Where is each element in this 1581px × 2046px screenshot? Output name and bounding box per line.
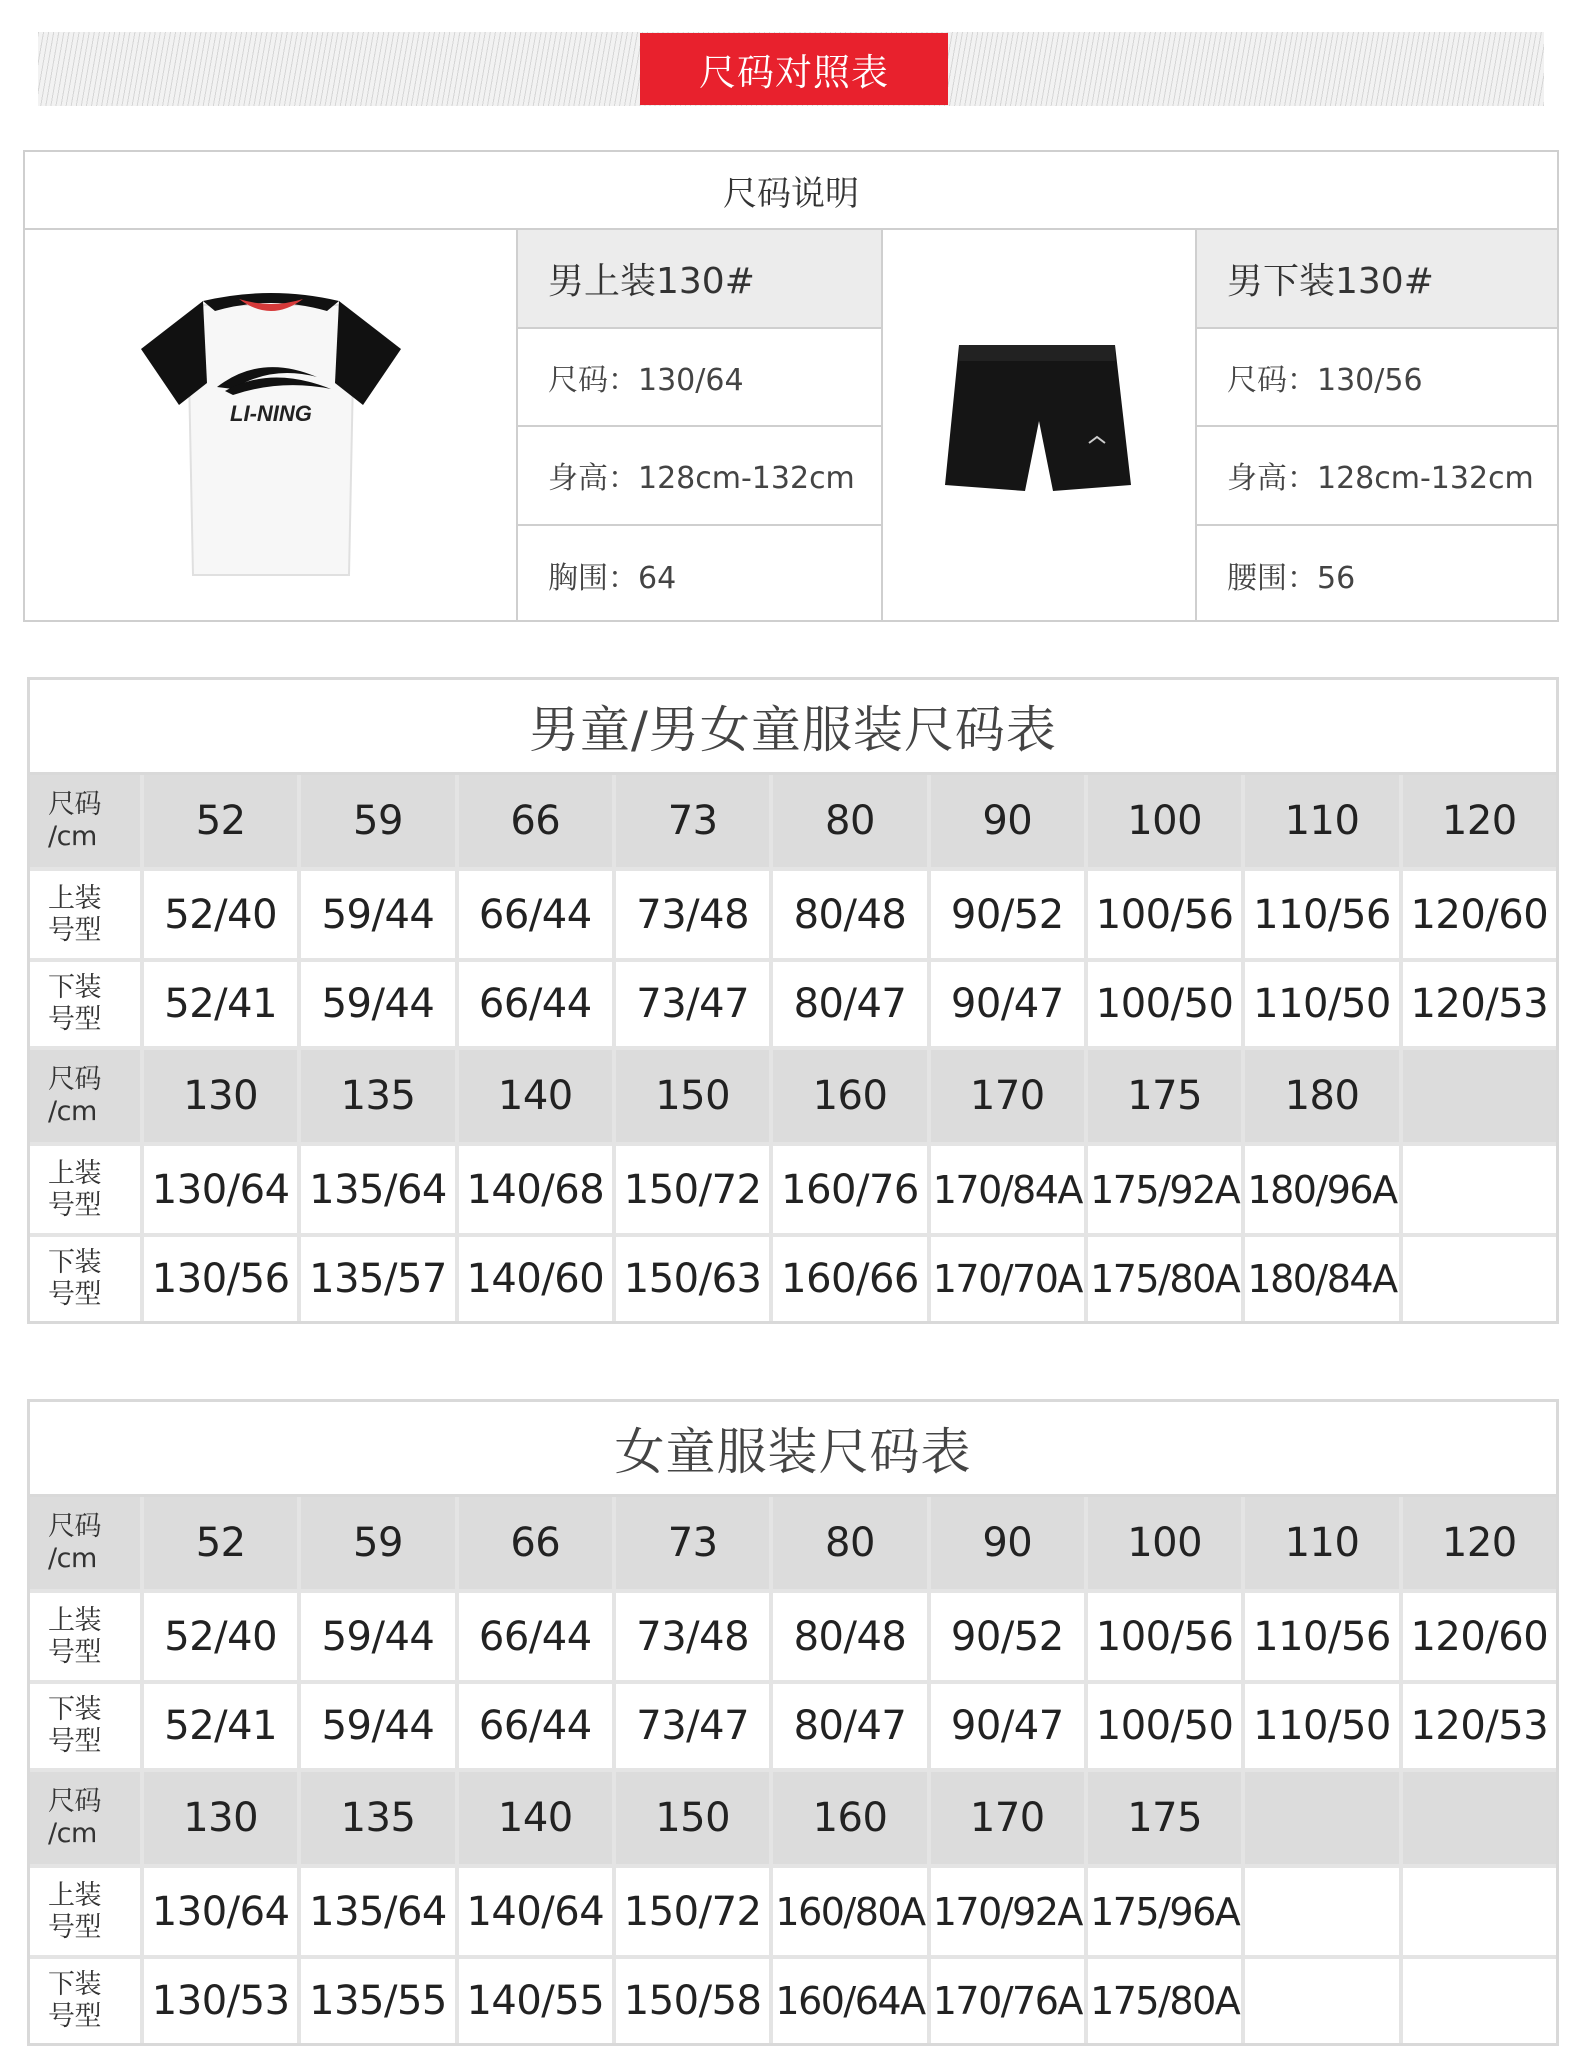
top-cell: 130/64 — [144, 1146, 297, 1233]
top-row-label: 上装 号型 — [30, 1146, 140, 1233]
bottom-row-label: 下装 号型 — [30, 1237, 140, 1321]
size-cell: 130 — [144, 1050, 297, 1142]
size-cell: 170 — [931, 1772, 1084, 1864]
size-cell: 150 — [616, 1050, 769, 1142]
tshirt-image-cell — [25, 230, 518, 620]
size-grid — [30, 1497, 1556, 2043]
size-cell — [1245, 1772, 1398, 1864]
top-cell: 100/56 — [1088, 1593, 1241, 1680]
bottom-cell: 59/44 — [301, 962, 454, 1046]
bottom-cell: 150/58 — [616, 1959, 769, 2043]
size-cell: 180 — [1245, 1050, 1398, 1142]
bottom-cell: 80/47 — [773, 1684, 926, 1768]
bottom-row-label: 下装 号型 — [30, 1684, 140, 1768]
top-cell: 120/60 — [1403, 1593, 1556, 1680]
table-title: 男童/男女童服装尺码表 — [30, 680, 1556, 775]
top-cell: 150/72 — [616, 1146, 769, 1233]
bottom-info-waist: 腰围：56 — [1227, 560, 1356, 596]
size-cell: 59 — [301, 1497, 454, 1589]
size-cell: 100 — [1088, 1497, 1241, 1589]
top-info-title: 男上装130# — [518, 230, 881, 329]
top-cell — [1245, 1868, 1398, 1955]
bottom-info-column — [1197, 230, 1557, 620]
top-cell: 170/84A — [931, 1146, 1084, 1233]
bottom-cell: 175/80A — [1088, 1959, 1241, 2043]
bottom-info-title: 男下装130# — [1197, 230, 1557, 329]
bottom-cell: 120/53 — [1403, 962, 1556, 1046]
top-cell — [1403, 1146, 1556, 1233]
size-cell — [1403, 1772, 1556, 1864]
boys-size-table — [27, 677, 1559, 1324]
size-row-label: 尺码 /cm — [30, 775, 140, 867]
size-cell: 110 — [1245, 775, 1398, 867]
bottom-cell: 180/84A — [1245, 1237, 1398, 1321]
size-row-label: 尺码 /cm — [30, 1050, 140, 1142]
bottom-cell: 52/41 — [144, 962, 297, 1046]
shorts-image-cell — [883, 230, 1197, 620]
bottom-cell: 170/76A — [931, 1959, 1084, 2043]
size-cell: 120 — [1403, 1497, 1556, 1589]
bottom-info-size: 尺码：130/56 — [1197, 329, 1557, 428]
tshirt-image — [121, 265, 421, 585]
explanation-header: 尺码说明 — [25, 152, 1557, 230]
top-cell: 52/40 — [144, 871, 297, 958]
size-cell: 120 — [1403, 775, 1556, 867]
size-cell: 80 — [773, 1497, 926, 1589]
bottom-cell: 66/44 — [459, 962, 612, 1046]
size-cell: 135 — [301, 1050, 454, 1142]
size-explanation-box — [23, 150, 1559, 622]
top-cell: 175/92A — [1088, 1146, 1241, 1233]
top-cell: 135/64 — [301, 1146, 454, 1233]
top-cell: 90/52 — [931, 1593, 1084, 1680]
bottom-cell — [1245, 1959, 1398, 2043]
bottom-cell: 59/44 — [301, 1684, 454, 1768]
bottom-cell: 140/60 — [459, 1237, 612, 1321]
bottom-row-label: 下装 号型 — [30, 962, 140, 1046]
size-cell: 80 — [773, 775, 926, 867]
top-cell: 66/44 — [459, 1593, 612, 1680]
bottom-cell: 160/66 — [773, 1237, 926, 1321]
top-cell: 100/56 — [1088, 871, 1241, 958]
top-cell — [1403, 1868, 1556, 1955]
bottom-cell: 66/44 — [459, 1684, 612, 1768]
top-cell: 73/48 — [616, 1593, 769, 1680]
bottom-cell — [1403, 1959, 1556, 2043]
top-info-chest: 胸围：64 — [548, 560, 677, 596]
top-row-label: 上装 号型 — [30, 1593, 140, 1680]
bottom-cell: 135/55 — [301, 1959, 454, 2043]
size-cell: 170 — [931, 1050, 1084, 1142]
top-cell: 59/44 — [301, 1593, 454, 1680]
size-cell: 150 — [616, 1772, 769, 1864]
bottom-cell: 110/50 — [1245, 1684, 1398, 1768]
top-cell: 140/68 — [459, 1146, 612, 1233]
top-row-label: 上装 号型 — [30, 871, 140, 958]
top-cell: 80/48 — [773, 871, 926, 958]
bottom-cell: 73/47 — [616, 1684, 769, 1768]
top-cell: 130/64 — [144, 1868, 297, 1955]
bottom-cell: 135/57 — [301, 1237, 454, 1321]
bottom-cell: 175/80A — [1088, 1237, 1241, 1321]
logo-text: LI-NING — [229, 401, 312, 426]
size-cell: 140 — [459, 1050, 612, 1142]
top-cell: 110/56 — [1245, 871, 1398, 958]
size-row-label: 尺码 /cm — [30, 1497, 140, 1589]
size-grid — [30, 775, 1556, 1321]
top-cell: 80/48 — [773, 1593, 926, 1680]
top-cell: 52/40 — [144, 1593, 297, 1680]
bottom-cell: 90/47 — [931, 962, 1084, 1046]
bottom-cell: 150/63 — [616, 1237, 769, 1321]
bottom-cell — [1403, 1237, 1556, 1321]
bottom-cell: 170/70A — [931, 1237, 1084, 1321]
bottom-cell: 130/56 — [144, 1237, 297, 1321]
size-cell: 66 — [459, 775, 612, 867]
size-cell: 175 — [1088, 1772, 1241, 1864]
bottom-cell: 80/47 — [773, 962, 926, 1046]
size-cell: 160 — [773, 1772, 926, 1864]
bottom-cell: 100/50 — [1088, 962, 1241, 1046]
bottom-cell: 160/64A — [773, 1959, 926, 2043]
girls-size-table — [27, 1399, 1559, 2046]
top-cell: 73/48 — [616, 871, 769, 958]
size-cell: 110 — [1245, 1497, 1398, 1589]
bottom-cell: 110/50 — [1245, 962, 1398, 1046]
size-cell: 66 — [459, 1497, 612, 1589]
bottom-row-label: 下装 号型 — [30, 1959, 140, 2043]
bottom-cell: 130/53 — [144, 1959, 297, 2043]
top-cell: 175/96A — [1088, 1868, 1241, 1955]
top-cell: 170/92A — [931, 1868, 1084, 1955]
size-row-label: 尺码 /cm — [30, 1772, 140, 1864]
top-cell: 135/64 — [301, 1868, 454, 1955]
top-row-label: 上装 号型 — [30, 1868, 140, 1955]
size-cell — [1403, 1050, 1556, 1142]
table-title: 女童服装尺码表 — [30, 1402, 1556, 1497]
size-cell: 130 — [144, 1772, 297, 1864]
bottom-info-height: 身高：128cm-132cm — [1197, 427, 1557, 526]
top-cell: 120/60 — [1403, 871, 1556, 958]
explanation-body — [25, 230, 1557, 620]
bottom-cell: 100/50 — [1088, 1684, 1241, 1768]
size-cell: 52 — [144, 1497, 297, 1589]
size-cell: 135 — [301, 1772, 454, 1864]
size-cell: 100 — [1088, 775, 1241, 867]
top-cell: 66/44 — [459, 871, 612, 958]
size-cell: 140 — [459, 1772, 612, 1864]
size-cell: 52 — [144, 775, 297, 867]
bottom-cell: 140/55 — [459, 1959, 612, 2043]
top-info-height: 身高：128cm-132cm — [518, 427, 881, 526]
bottom-cell: 120/53 — [1403, 1684, 1556, 1768]
top-cell: 59/44 — [301, 871, 454, 958]
top-cell: 90/52 — [931, 871, 1084, 958]
size-cell: 160 — [773, 1050, 926, 1142]
bottom-cell: 90/47 — [931, 1684, 1084, 1768]
top-cell: 110/56 — [1245, 1593, 1398, 1680]
size-cell: 175 — [1088, 1050, 1241, 1142]
top-cell: 160/80A — [773, 1868, 926, 1955]
size-cell: 90 — [931, 775, 1084, 867]
size-cell: 59 — [301, 775, 454, 867]
top-cell: 160/76 — [773, 1146, 926, 1233]
top-info-column — [518, 230, 883, 620]
top-info-size: 尺码：130/64 — [518, 329, 881, 428]
top-cell: 140/64 — [459, 1868, 612, 1955]
banner-title: 尺码对照表 — [640, 33, 948, 105]
size-cell: 73 — [616, 1497, 769, 1589]
size-cell: 73 — [616, 775, 769, 867]
top-cell: 150/72 — [616, 1868, 769, 1955]
shorts-image — [929, 325, 1149, 525]
bottom-cell: 73/47 — [616, 962, 769, 1046]
top-cell: 180/96A — [1245, 1146, 1398, 1233]
size-cell: 90 — [931, 1497, 1084, 1589]
bottom-cell: 52/41 — [144, 1684, 297, 1768]
